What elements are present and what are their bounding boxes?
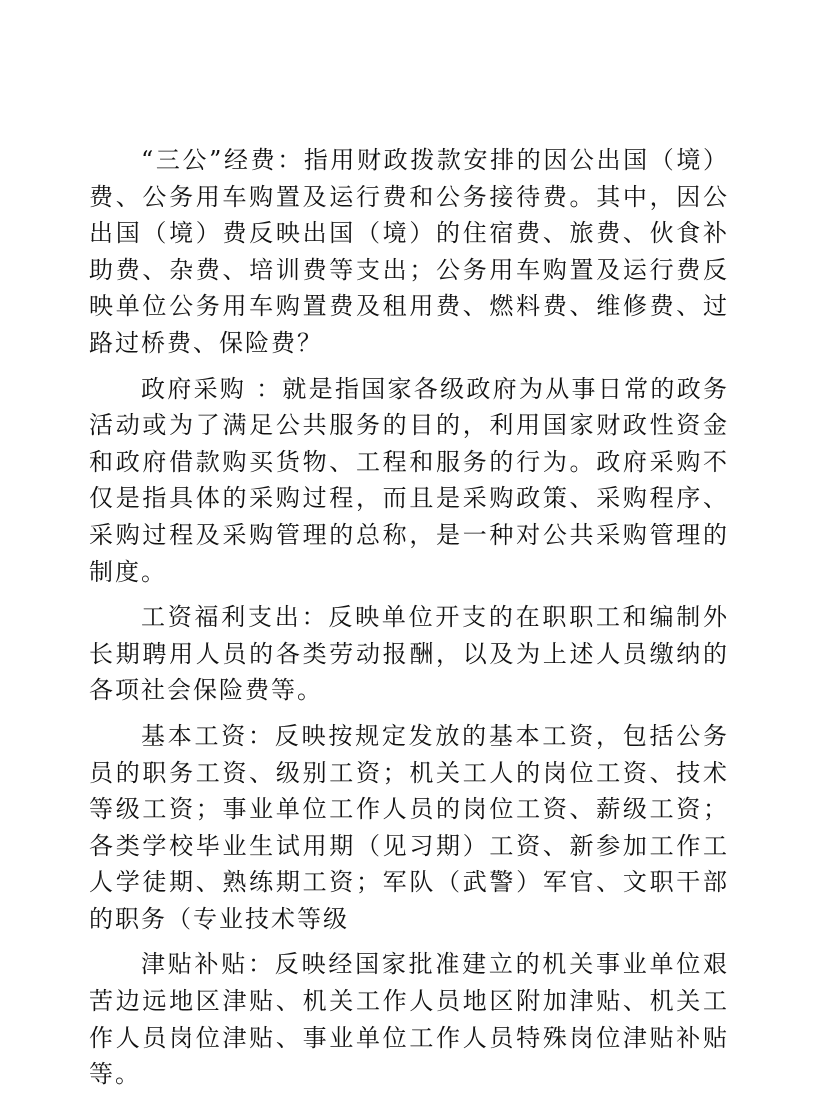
paragraph-allowances-subsidies: 津贴补贴：反映经国家批准建立的机关事业单位艰苦边远地区津贴、机关工作人员地区附加津贴、机关工作人员岗位津贴、事业单位工作人员特殊岗位津贴补贴等。 [89,950,729,1089]
paragraph-wage-welfare-expenditure: 工资福利支出：反映单位开支的在职职工和编制外长期聘用人员的各类劳动报酬，以及为上述人员缴纳的各项社会保险费等。 [89,603,729,705]
paragraph-government-procurement: 政府采购 ：就是指国家各级政府为从事日常的政务活动或为了满足公共服务的目的，利用国家财政性资金和政府借款购买货物、工程和服务的行为。政府采购不仅是指具体的采购过程，而且是采购政策、采购程序、采购过程及采购管理的总称，是一种对公共采购管理的制度。 [89,374,729,586]
paragraph-sangong-funds: “三公”经费：指用财政拨款安排的因公出国（境）费、公务用车购置及运行费和公务接待费。其中，因公出国（境）费反映出国（境）的住宿费、旅费、伙食补助费、杂费、培训费等支出；公务用车购置及运行费反映单位公务用车购置费及租用费、燃料费、维修费、过路过桥费、保险费？ [89,146,729,357]
paragraph-basic-wage: 基本工资：反映按规定发放的基本工资，包括公务员的职务工资、级别工资；机关工人的岗位工资、技术等级工资；事业单位工作人员的岗位工资、薪级工资；各类学校毕业生试用期（见习期）工资、新参加工作工人学徒期、熟练期工资；军队（武警）军官、文职干部的职务（专业技术等级 [89,721,729,933]
document-body [89,142,729,1102]
